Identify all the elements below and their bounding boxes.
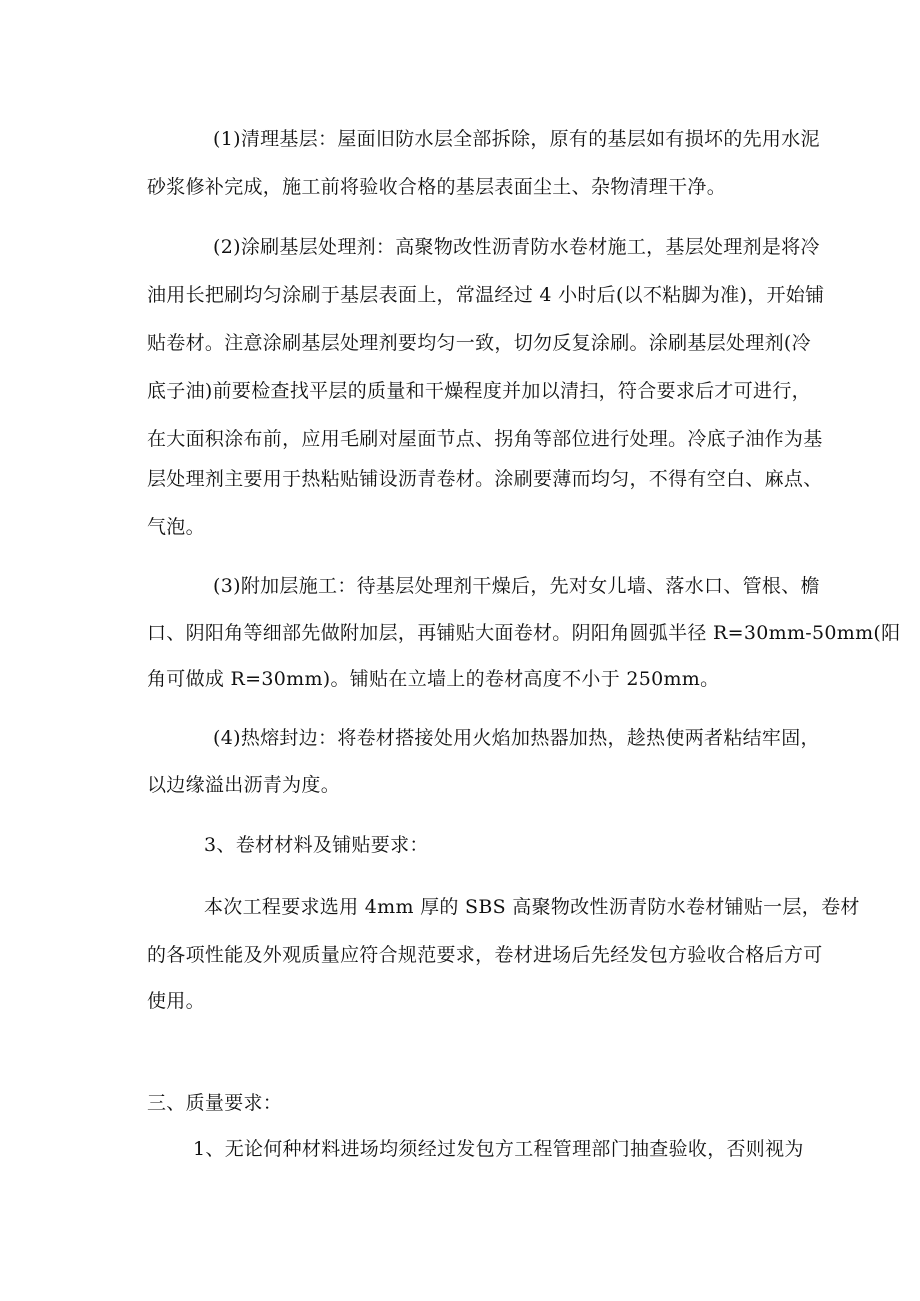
text-line: 口、阴阳角等细部先做附加层，再铺贴大面卷材。阴阳角圆弧半径 R=30mm-50mm(阳 — [147, 622, 901, 644]
text-line: 砂浆修补完成，施工前将验收合格的基层表面尘土、杂物清理干净。 — [147, 176, 727, 198]
text-line: 底子油)前要检查找平层的质量和干燥程度并加以清扫，符合要求后才可进行， — [147, 380, 811, 402]
text-line: (3)附加层施工：待基层处理剂干燥后，先对女儿墙、落水口、管根、檐 — [213, 575, 820, 597]
text-line: 本次工程要求选用 4mm 厚的 SBS 高聚物改性沥青防水卷材铺贴一层，卷材 — [204, 896, 860, 918]
text-line: (4)热熔封边：将卷材搭接处用火焰加热器加热，趁热使两者粘结牢固， — [213, 727, 820, 749]
text-line: 角可做成 R=30mm)。铺贴在立墙上的卷材高度不小于 250mm。 — [147, 668, 720, 690]
section-heading: 3、卷材材料及铺贴要求： — [204, 834, 429, 856]
section-heading: 三、质量要求： — [147, 1092, 283, 1114]
text-line: 1、无论何种材料进场均须经过发包方工程管理部门抽查验收，否则视为 — [193, 1138, 804, 1160]
text-line: (1)清理基层：屋面旧防水层全部拆除，原有的基层如有损坏的先用水泥 — [213, 128, 820, 150]
text-line: 层处理剂主要用于热粘贴铺设沥青卷材。涂刷要薄而均匀，不得有空白、麻点、 — [147, 468, 823, 490]
text-line: 以边缘溢出沥青为度。 — [147, 774, 341, 796]
text-line: (2)涂刷基层处理剂：高聚物改性沥青防水卷材施工，基层处理剂是将冷 — [213, 236, 820, 258]
text-line: 油用长把刷均匀涂刷于基层表面上，常温经过 4 小时后(以不粘脚为准)，开始铺 — [147, 284, 825, 306]
text-line: 的各项性能及外观质量应符合规范要求，卷材进场后先经发包方验收合格后方可 — [147, 944, 823, 966]
text-line: 贴卷材。注意涂刷基层处理剂要均匀一致，切勿反复涂刷。涂刷基层处理剂(冷 — [147, 332, 811, 354]
text-line: 在大面积涂布前，应用毛刷对屋面节点、拐角等部位进行处理。冷底子油作为基 — [147, 428, 823, 450]
text-line: 气泡。 — [147, 516, 205, 538]
text-line: 使用。 — [147, 990, 205, 1012]
